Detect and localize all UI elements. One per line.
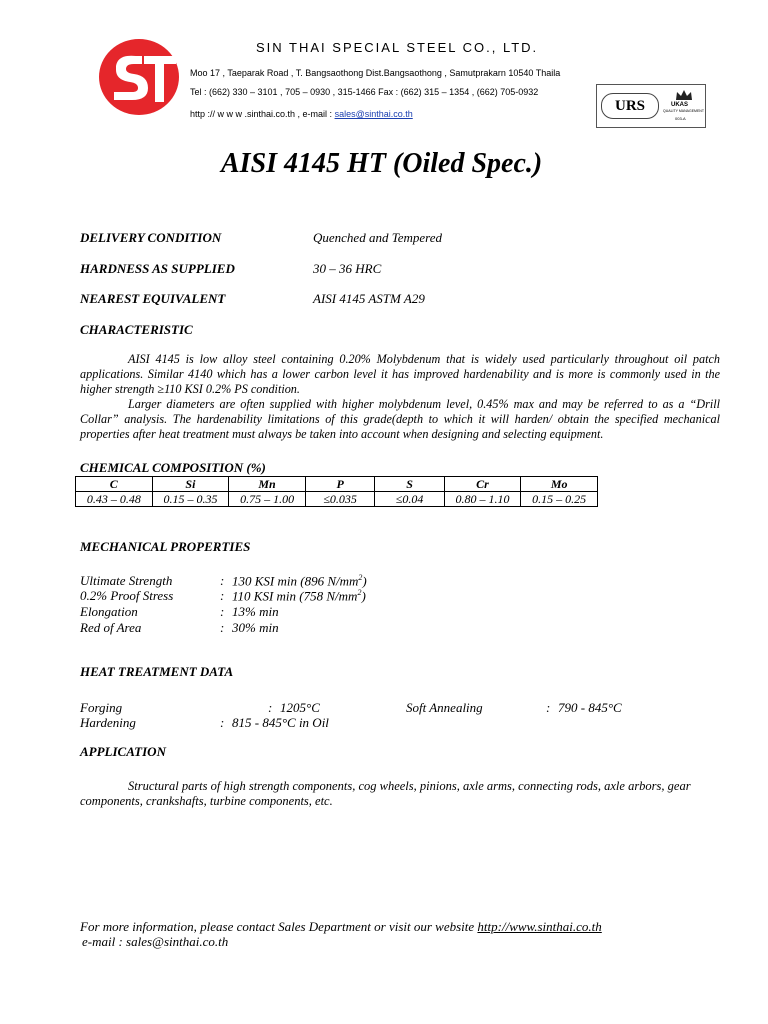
heat-label-soft-annealing: Soft Annealing <box>406 700 483 715</box>
crown-icon <box>675 89 693 101</box>
application-paragraph: Structural parts of high strength components, cog wheels, pinions, axle arms, connecting rods, axle arbors, gear components, crankshafts, turbine components, etc. <box>80 779 691 808</box>
chemical-value-row <box>76 492 598 507</box>
chem-header-p: P <box>305 477 375 492</box>
heat-sep-forging: : <box>268 700 273 715</box>
chem-header-mn: Mn <box>229 477 306 492</box>
heat-sep-soft-annealing: : <box>546 700 551 715</box>
chem-value-si: 0.15 – 0.35 <box>152 492 229 507</box>
ukas-label: UKAS <box>671 102 689 108</box>
spec-value-hardness: 30 – 36 HRC <box>313 261 382 276</box>
mechanical-heading: MECHANICAL PROPERTIES <box>80 539 251 554</box>
mech-value-proof: 110 KSI min (758 $N/mm^2$) <box>232 588 366 604</box>
mech-sep-elongation: : <box>220 604 225 619</box>
document-title: AISI 4145 HT (Oiled Spec.) <box>221 148 543 179</box>
mech-value-red-area: 30% min <box>232 620 279 635</box>
chem-value-c: 0.43 – 0.48 <box>76 492 153 507</box>
chemical-header-row <box>76 477 598 492</box>
chemical-heading: CHEMICAL COMPOSITION (%) <box>80 460 266 475</box>
chem-value-cr: 0.80 – 1.10 <box>444 492 521 507</box>
characteristic-text <box>80 352 720 442</box>
mech-value-ultimate: 130 KSI min (896 $N/mm^2$) <box>232 573 367 589</box>
chem-value-p: ≤0.035 <box>305 492 375 507</box>
application-text <box>80 779 700 809</box>
cert-code: 003-A <box>675 116 686 121</box>
certification-box <box>596 84 706 128</box>
heat-value-hardening: 815 - 845°C in Oil <box>232 715 329 730</box>
mech-label-proof: 0.2% Proof Stress <box>80 588 174 603</box>
heat-value-forging: 1205°C <box>280 700 320 715</box>
mech-value-elongation: 13% min <box>232 604 279 619</box>
chem-value-mn: 0.75 – 1.00 <box>229 492 306 507</box>
heat-label-forging: Forging <box>80 700 123 715</box>
spec-label-equivalent: NEAREST EQUIVALENT <box>80 291 226 306</box>
footer-contact-text: For more information, please contact Sales Department or visit our website <box>80 919 478 934</box>
characteristic-paragraph-1: AISI 4145 is low alloy steel containing 0.20% Molybdenum that is widely used particularly throughout oil patch applications. Similar 4140 which has a lower carbon level it has improved hardenability and is more is commonly used in the higher strength ≥110 KSI 0.2% PS condition. <box>80 352 720 396</box>
company-web-line <box>190 109 413 119</box>
mech-label-ultimate: Ultimate Strength <box>80 573 173 588</box>
chem-header-s: S <box>375 477 444 492</box>
application-heading: APPLICATION <box>80 744 166 759</box>
company-logo <box>94 36 184 118</box>
spec-label-hardness: HARDNESS AS SUPPLIED <box>80 261 235 276</box>
header-email-link[interactable]: sales@sinthai.co.th <box>334 109 413 119</box>
spec-value-equivalent: AISI 4145 ASTM A29 <box>313 291 425 306</box>
chem-header-cr: Cr <box>444 477 521 492</box>
heat-label-hardening: Hardening <box>80 715 136 730</box>
chem-header-mo: Mo <box>521 477 598 492</box>
mech-label-red-area: Red of Area <box>80 620 142 635</box>
mech-label-elongation: Elongation <box>80 604 138 619</box>
company-name: SIN THAI SPECIAL STEEL CO., LTD. <box>256 40 539 55</box>
ukas-sub-label: QUALITY MANAGEMENT <box>663 109 704 113</box>
chem-header-c: C <box>76 477 153 492</box>
mech-sep-proof: : <box>220 588 225 603</box>
heat-value-soft-annealing: 790 - 845°C <box>558 700 622 715</box>
urs-badge: URS <box>601 93 659 119</box>
footer-website-link[interactable]: http://www.sinthai.co.th <box>477 919 602 934</box>
chem-header-si: Si <box>152 477 229 492</box>
heat-heading: HEAT TREATMENT DATA <box>80 664 234 679</box>
footer-email: e-mail : sales@sinthai.co.th <box>82 934 229 949</box>
chem-value-s: ≤0.04 <box>375 492 444 507</box>
chem-value-mo: 0.15 – 0.25 <box>521 492 598 507</box>
characteristic-paragraph-2: Larger diameters are often supplied with higher molybdenum level, 0.45% max and may be referred to as a “Drill Collar” analysis. The hardenability limitations of this grade(depth to which it will harden/ obtain the specified mechanical properties after heat treatment must always be taken into account when designing and selecting equipment. <box>80 397 720 441</box>
spec-label-delivery: DELIVERY CONDITION <box>80 230 222 245</box>
company-address: Moo 17 , Taeparak Road , T. Bangsaothong Dist.Bangsaothong , Samutprakarn 10540 Thaila <box>190 68 561 78</box>
chemical-table <box>75 476 598 507</box>
characteristic-heading: CHARACTERISTIC <box>80 322 193 337</box>
mech-sep-red-area: : <box>220 620 225 635</box>
heat-sep-hardening: : <box>220 715 225 730</box>
spec-value-delivery: Quenched and Tempered <box>313 230 443 245</box>
footer-contact-line <box>80 919 602 935</box>
web-prefix: http :// w w w .sinthai.co.th , e-mail : <box>190 109 335 119</box>
mech-sep-ultimate: : <box>220 573 225 588</box>
company-phone: Tel : (662) 330 – 3101 , 705 – 0930 , 315-1466 Fax : (662) 315 – 1354 , (662) 705-0932 <box>190 87 539 97</box>
